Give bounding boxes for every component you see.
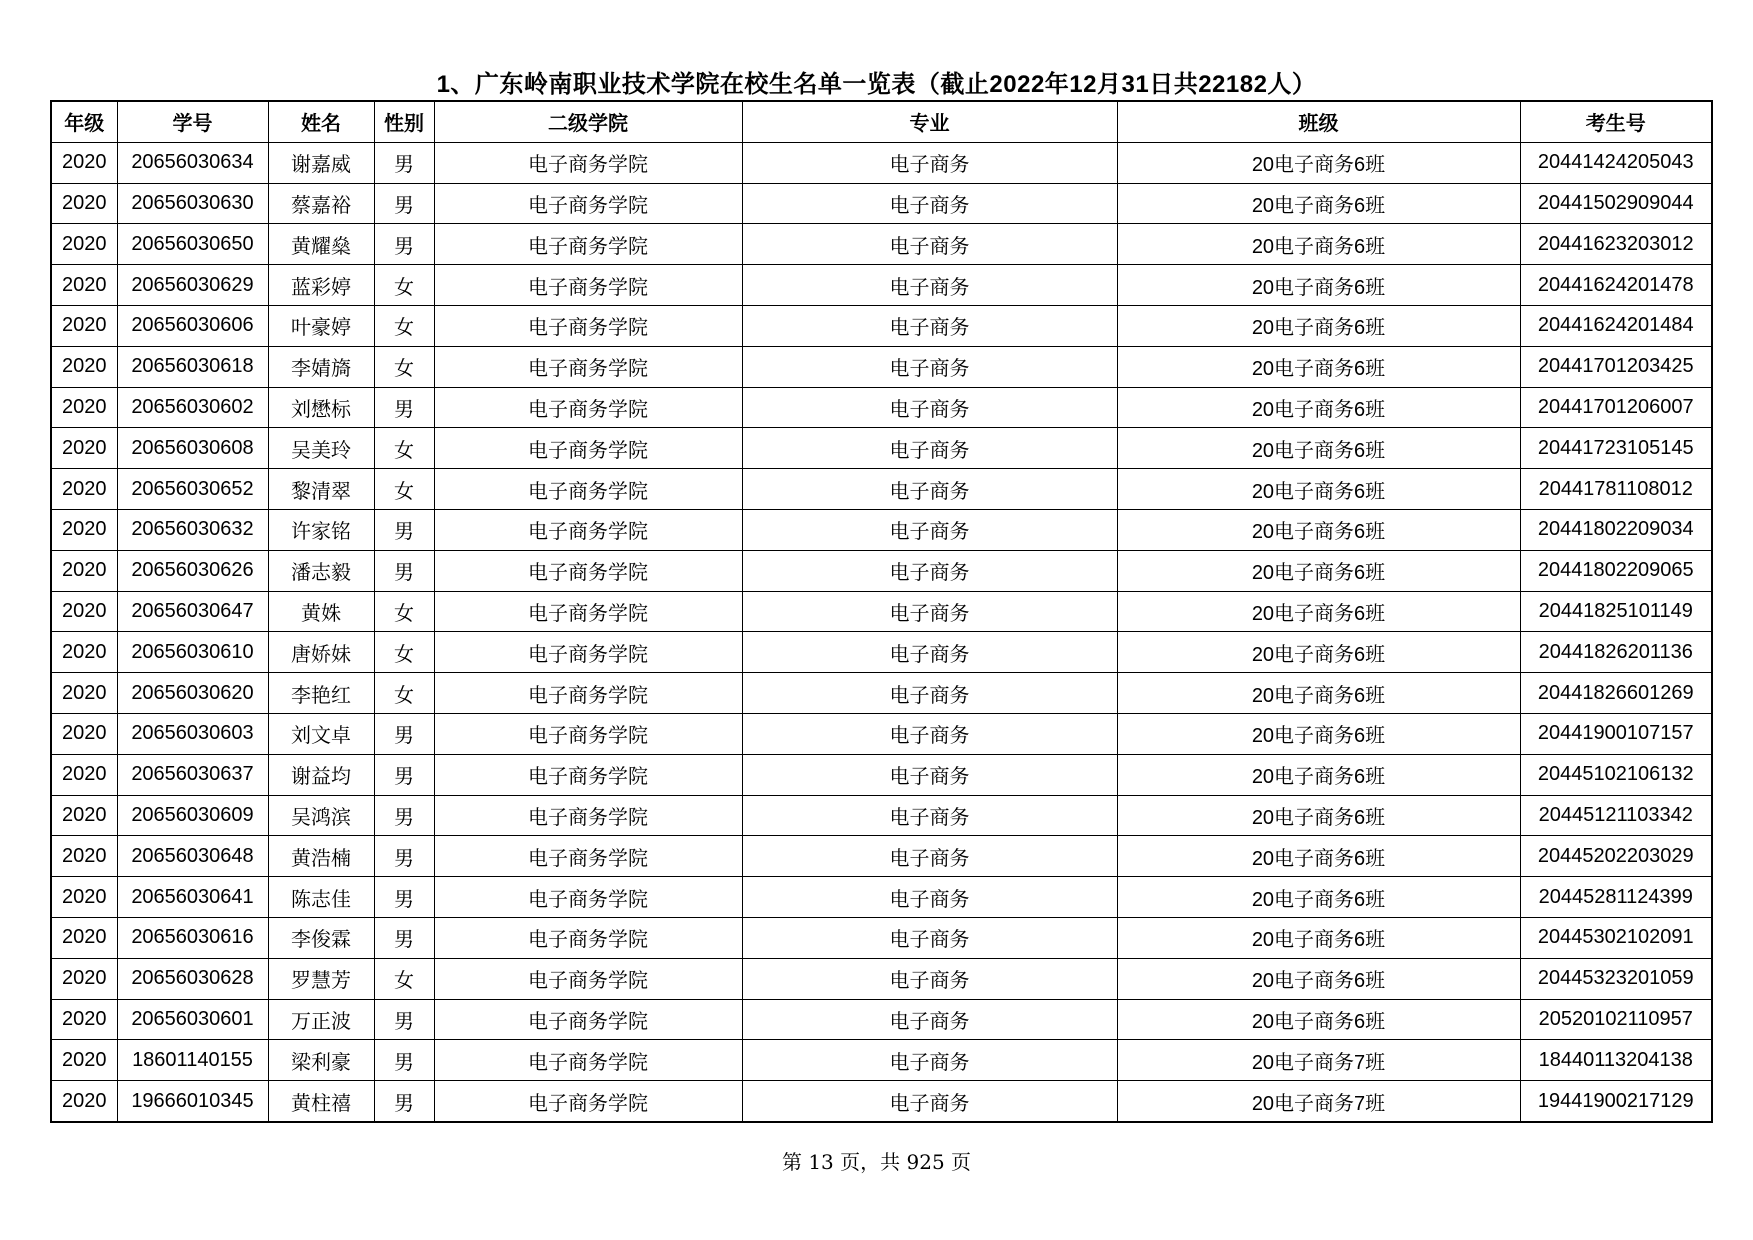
- cell-college: 电子商务学院: [434, 836, 742, 877]
- cell-college: 电子商务学院: [434, 305, 742, 346]
- cell-college: 电子商务学院: [434, 958, 742, 999]
- cell-grade: 2020: [51, 958, 117, 999]
- table-row: [51, 265, 1712, 306]
- cell-gender: 女: [374, 428, 434, 469]
- table-row: [51, 142, 1712, 183]
- cell-gender: 女: [374, 305, 434, 346]
- cell-exam-id: 20445102106132: [1520, 754, 1712, 795]
- cell-college: 电子商务学院: [434, 550, 742, 591]
- cell-major: 电子商务: [742, 509, 1117, 550]
- column-header-college: 二级学院: [434, 101, 742, 142]
- cell-college: 电子商务学院: [434, 591, 742, 632]
- cell-major: 电子商务: [742, 836, 1117, 877]
- cell-student-id: 20656030628: [117, 958, 268, 999]
- cell-name: 黄柱禧: [268, 1081, 374, 1122]
- cell-major: 电子商务: [742, 754, 1117, 795]
- cell-name: 黎清翠: [268, 469, 374, 510]
- cell-college: 电子商务学院: [434, 428, 742, 469]
- cell-grade: 2020: [51, 591, 117, 632]
- cell-grade: 2020: [51, 224, 117, 265]
- cell-student-id: 20656030632: [117, 509, 268, 550]
- table-row: [51, 877, 1712, 918]
- cell-exam-id: 20441701206007: [1520, 387, 1712, 428]
- cell-grade: 2020: [51, 795, 117, 836]
- cell-grade: 2020: [51, 142, 117, 183]
- cell-grade: 2020: [51, 632, 117, 673]
- cell-name: 谢益均: [268, 754, 374, 795]
- cell-exam-id: 20441624201484: [1520, 305, 1712, 346]
- cell-class: 20电子商务6班: [1117, 346, 1520, 387]
- column-header-class: 班级: [1117, 101, 1520, 142]
- cell-major: 电子商务: [742, 958, 1117, 999]
- cell-college: 电子商务学院: [434, 387, 742, 428]
- cell-student-id: 20656030601: [117, 999, 268, 1040]
- cell-name: 黄姝: [268, 591, 374, 632]
- cell-exam-id: 20441624201478: [1520, 265, 1712, 306]
- cell-grade: 2020: [51, 346, 117, 387]
- cell-name: 叶豪婷: [268, 305, 374, 346]
- cell-exam-id: 20441424205043: [1520, 142, 1712, 183]
- cell-major: 电子商务: [742, 795, 1117, 836]
- cell-class: 20电子商务6班: [1117, 469, 1520, 510]
- table-row: [51, 1081, 1712, 1122]
- cell-gender: 女: [374, 346, 434, 387]
- page-title: 1、广东岭南职业技术学院在校生名单一览表（截止2022年12月31日共22182人）: [436, 71, 1317, 98]
- cell-college: 电子商务学院: [434, 469, 742, 510]
- table-row: [51, 1040, 1712, 1081]
- cell-student-id: 20656030652: [117, 469, 268, 510]
- cell-class: 20电子商务6班: [1117, 917, 1520, 958]
- cell-grade: 2020: [51, 754, 117, 795]
- cell-gender: 男: [374, 1081, 434, 1122]
- cell-student-id: 20656030626: [117, 550, 268, 591]
- cell-major: 电子商务: [742, 1081, 1117, 1122]
- cell-class: 20电子商务7班: [1117, 1040, 1520, 1081]
- cell-grade: 2020: [51, 183, 117, 224]
- cell-gender: 男: [374, 142, 434, 183]
- cell-student-id: 20656030608: [117, 428, 268, 469]
- cell-exam-id: 20441623203012: [1520, 224, 1712, 265]
- cell-student-id: 20656030620: [117, 673, 268, 714]
- cell-grade: 2020: [51, 877, 117, 918]
- table-row: [51, 428, 1712, 469]
- cell-student-id: 20656030629: [117, 265, 268, 306]
- cell-name: 刘文卓: [268, 713, 374, 754]
- cell-student-id: 20656030616: [117, 917, 268, 958]
- cell-gender: 女: [374, 591, 434, 632]
- cell-gender: 男: [374, 550, 434, 591]
- cell-class: 20电子商务6班: [1117, 265, 1520, 306]
- cell-grade: 2020: [51, 469, 117, 510]
- cell-student-id: 19666010345: [117, 1081, 268, 1122]
- table-row: [51, 591, 1712, 632]
- cell-class: 20电子商务6班: [1117, 591, 1520, 632]
- cell-exam-id: 20441502909044: [1520, 183, 1712, 224]
- cell-class: 20电子商务7班: [1117, 1081, 1520, 1122]
- table-row: [51, 958, 1712, 999]
- cell-college: 电子商务学院: [434, 999, 742, 1040]
- cell-student-id: 20656030648: [117, 836, 268, 877]
- table-row: [51, 346, 1712, 387]
- cell-name: 吴鸿滨: [268, 795, 374, 836]
- cell-class: 20电子商务6班: [1117, 428, 1520, 469]
- cell-grade: 2020: [51, 265, 117, 306]
- cell-college: 电子商务学院: [434, 265, 742, 306]
- cell-name: 梁利豪: [268, 1040, 374, 1081]
- cell-exam-id: 20520102110957: [1520, 999, 1712, 1040]
- cell-name: 罗慧芳: [268, 958, 374, 999]
- cell-name: 谢嘉威: [268, 142, 374, 183]
- column-header-grade: 年级: [51, 101, 117, 142]
- student-roster-table: [50, 100, 1713, 1123]
- cell-exam-id: 18440113204138: [1520, 1040, 1712, 1081]
- cell-exam-id: 20441723105145: [1520, 428, 1712, 469]
- cell-gender: 女: [374, 673, 434, 714]
- cell-major: 电子商务: [742, 632, 1117, 673]
- cell-name: 蔡嘉裕: [268, 183, 374, 224]
- cell-exam-id: 20445121103342: [1520, 795, 1712, 836]
- table-row: [51, 754, 1712, 795]
- cell-grade: 2020: [51, 1081, 117, 1122]
- cell-student-id: 20656030610: [117, 632, 268, 673]
- cell-name: 刘懋标: [268, 387, 374, 428]
- cell-grade: 2020: [51, 917, 117, 958]
- table-row: [51, 713, 1712, 754]
- cell-gender: 男: [374, 183, 434, 224]
- column-header-name: 姓名: [268, 101, 374, 142]
- cell-exam-id: 20441826601269: [1520, 673, 1712, 714]
- table-body: [51, 142, 1712, 1122]
- table-row: [51, 183, 1712, 224]
- cell-exam-id: 20445202203029: [1520, 836, 1712, 877]
- cell-exam-id: 20445281124399: [1520, 877, 1712, 918]
- cell-major: 电子商务: [742, 550, 1117, 591]
- cell-gender: 男: [374, 387, 434, 428]
- cell-exam-id: 20445323201059: [1520, 958, 1712, 999]
- table-row: [51, 795, 1712, 836]
- table-row: [51, 836, 1712, 877]
- cell-exam-id: 20441781108012: [1520, 469, 1712, 510]
- cell-name: 蓝彩婷: [268, 265, 374, 306]
- cell-class: 20电子商务6班: [1117, 713, 1520, 754]
- cell-college: 电子商务学院: [434, 917, 742, 958]
- cell-grade: 2020: [51, 999, 117, 1040]
- cell-major: 电子商务: [742, 713, 1117, 754]
- cell-student-id: 20656030647: [117, 591, 268, 632]
- column-header-student-id: 学号: [117, 101, 268, 142]
- cell-name: 李婧旖: [268, 346, 374, 387]
- cell-major: 电子商务: [742, 673, 1117, 714]
- cell-exam-id: 20441900107157: [1520, 713, 1712, 754]
- cell-name: 潘志毅: [268, 550, 374, 591]
- cell-student-id: 18601140155: [117, 1040, 268, 1081]
- cell-student-id: 20656030630: [117, 183, 268, 224]
- column-header-gender: 性别: [374, 101, 434, 142]
- cell-major: 电子商务: [742, 999, 1117, 1040]
- cell-student-id: 20656030634: [117, 142, 268, 183]
- cell-major: 电子商务: [742, 265, 1117, 306]
- cell-major: 电子商务: [742, 469, 1117, 510]
- cell-major: 电子商务: [742, 877, 1117, 918]
- cell-student-id: 20656030650: [117, 224, 268, 265]
- cell-college: 电子商务学院: [434, 142, 742, 183]
- cell-grade: 2020: [51, 836, 117, 877]
- table-row: [51, 509, 1712, 550]
- cell-college: 电子商务学院: [434, 713, 742, 754]
- cell-major: 电子商务: [742, 183, 1117, 224]
- cell-major: 电子商务: [742, 387, 1117, 428]
- cell-class: 20电子商务6班: [1117, 673, 1520, 714]
- cell-grade: 2020: [51, 428, 117, 469]
- cell-college: 电子商务学院: [434, 795, 742, 836]
- cell-exam-id: 20441802209065: [1520, 550, 1712, 591]
- cell-class: 20电子商务6班: [1117, 877, 1520, 918]
- cell-major: 电子商务: [742, 142, 1117, 183]
- cell-exam-id: 20441701203425: [1520, 346, 1712, 387]
- cell-gender: 男: [374, 754, 434, 795]
- cell-grade: 2020: [51, 673, 117, 714]
- cell-class: 20电子商务6班: [1117, 632, 1520, 673]
- cell-student-id: 20656030637: [117, 754, 268, 795]
- cell-grade: 2020: [51, 550, 117, 591]
- cell-gender: 男: [374, 836, 434, 877]
- cell-class: 20电子商务6班: [1117, 795, 1520, 836]
- cell-exam-id: 20441825101149: [1520, 591, 1712, 632]
- cell-name: 万正波: [268, 999, 374, 1040]
- cell-gender: 男: [374, 509, 434, 550]
- cell-exam-id: 20441802209034: [1520, 509, 1712, 550]
- cell-college: 电子商务学院: [434, 632, 742, 673]
- column-header-exam-id: 考生号: [1520, 101, 1712, 142]
- cell-exam-id: 20441826201136: [1520, 632, 1712, 673]
- cell-major: 电子商务: [742, 917, 1117, 958]
- cell-major: 电子商务: [742, 1040, 1117, 1081]
- cell-college: 电子商务学院: [434, 183, 742, 224]
- cell-college: 电子商务学院: [434, 877, 742, 918]
- cell-class: 20电子商务6班: [1117, 183, 1520, 224]
- cell-class: 20电子商务6班: [1117, 754, 1520, 795]
- table-row: [51, 917, 1712, 958]
- cell-grade: 2020: [51, 713, 117, 754]
- page-footer: 第 13 页，共 925 页: [781, 1150, 972, 1174]
- cell-student-id: 20656030602: [117, 387, 268, 428]
- cell-major: 电子商务: [742, 346, 1117, 387]
- cell-class: 20电子商务6班: [1117, 142, 1520, 183]
- cell-name: 李俊霖: [268, 917, 374, 958]
- cell-student-id: 20656030618: [117, 346, 268, 387]
- column-header-major: 专业: [742, 101, 1117, 142]
- table-row: [51, 469, 1712, 510]
- cell-college: 电子商务学院: [434, 1081, 742, 1122]
- cell-name: 黄耀燊: [268, 224, 374, 265]
- table-row: [51, 632, 1712, 673]
- cell-gender: 女: [374, 958, 434, 999]
- cell-student-id: 20656030641: [117, 877, 268, 918]
- table-header-row: [51, 101, 1712, 142]
- cell-grade: 2020: [51, 305, 117, 346]
- table-row: [51, 224, 1712, 265]
- cell-college: 电子商务学院: [434, 673, 742, 714]
- cell-class: 20电子商务6班: [1117, 958, 1520, 999]
- cell-gender: 女: [374, 265, 434, 306]
- cell-class: 20电子商务6班: [1117, 509, 1520, 550]
- cell-class: 20电子商务6班: [1117, 387, 1520, 428]
- cell-gender: 男: [374, 999, 434, 1040]
- cell-student-id: 20656030603: [117, 713, 268, 754]
- cell-student-id: 20656030609: [117, 795, 268, 836]
- cell-major: 电子商务: [742, 305, 1117, 346]
- cell-grade: 2020: [51, 509, 117, 550]
- cell-gender: 男: [374, 713, 434, 754]
- cell-gender: 女: [374, 632, 434, 673]
- cell-college: 电子商务学院: [434, 754, 742, 795]
- cell-class: 20电子商务6班: [1117, 836, 1520, 877]
- cell-student-id: 20656030606: [117, 305, 268, 346]
- cell-class: 20电子商务6班: [1117, 999, 1520, 1040]
- cell-gender: 男: [374, 917, 434, 958]
- cell-grade: 2020: [51, 1040, 117, 1081]
- cell-name: 许家铭: [268, 509, 374, 550]
- cell-gender: 男: [374, 877, 434, 918]
- cell-name: 陈志佳: [268, 877, 374, 918]
- cell-class: 20电子商务6班: [1117, 550, 1520, 591]
- cell-college: 电子商务学院: [434, 224, 742, 265]
- cell-class: 20电子商务6班: [1117, 224, 1520, 265]
- cell-name: 吴美玲: [268, 428, 374, 469]
- cell-major: 电子商务: [742, 591, 1117, 632]
- cell-name: 唐娇妹: [268, 632, 374, 673]
- cell-gender: 男: [374, 1040, 434, 1081]
- cell-college: 电子商务学院: [434, 509, 742, 550]
- cell-college: 电子商务学院: [434, 1040, 742, 1081]
- table-row: [51, 387, 1712, 428]
- cell-major: 电子商务: [742, 428, 1117, 469]
- cell-class: 20电子商务6班: [1117, 305, 1520, 346]
- cell-gender: 女: [374, 469, 434, 510]
- cell-gender: 男: [374, 795, 434, 836]
- cell-gender: 男: [374, 224, 434, 265]
- cell-name: 李艳红: [268, 673, 374, 714]
- table-row: [51, 673, 1712, 714]
- cell-exam-id: 19441900217129: [1520, 1081, 1712, 1122]
- cell-name: 黄浩楠: [268, 836, 374, 877]
- table-row: [51, 550, 1712, 591]
- cell-major: 电子商务: [742, 224, 1117, 265]
- table-row: [51, 999, 1712, 1040]
- cell-college: 电子商务学院: [434, 346, 742, 387]
- cell-exam-id: 20445302102091: [1520, 917, 1712, 958]
- cell-grade: 2020: [51, 387, 117, 428]
- table-row: [51, 305, 1712, 346]
